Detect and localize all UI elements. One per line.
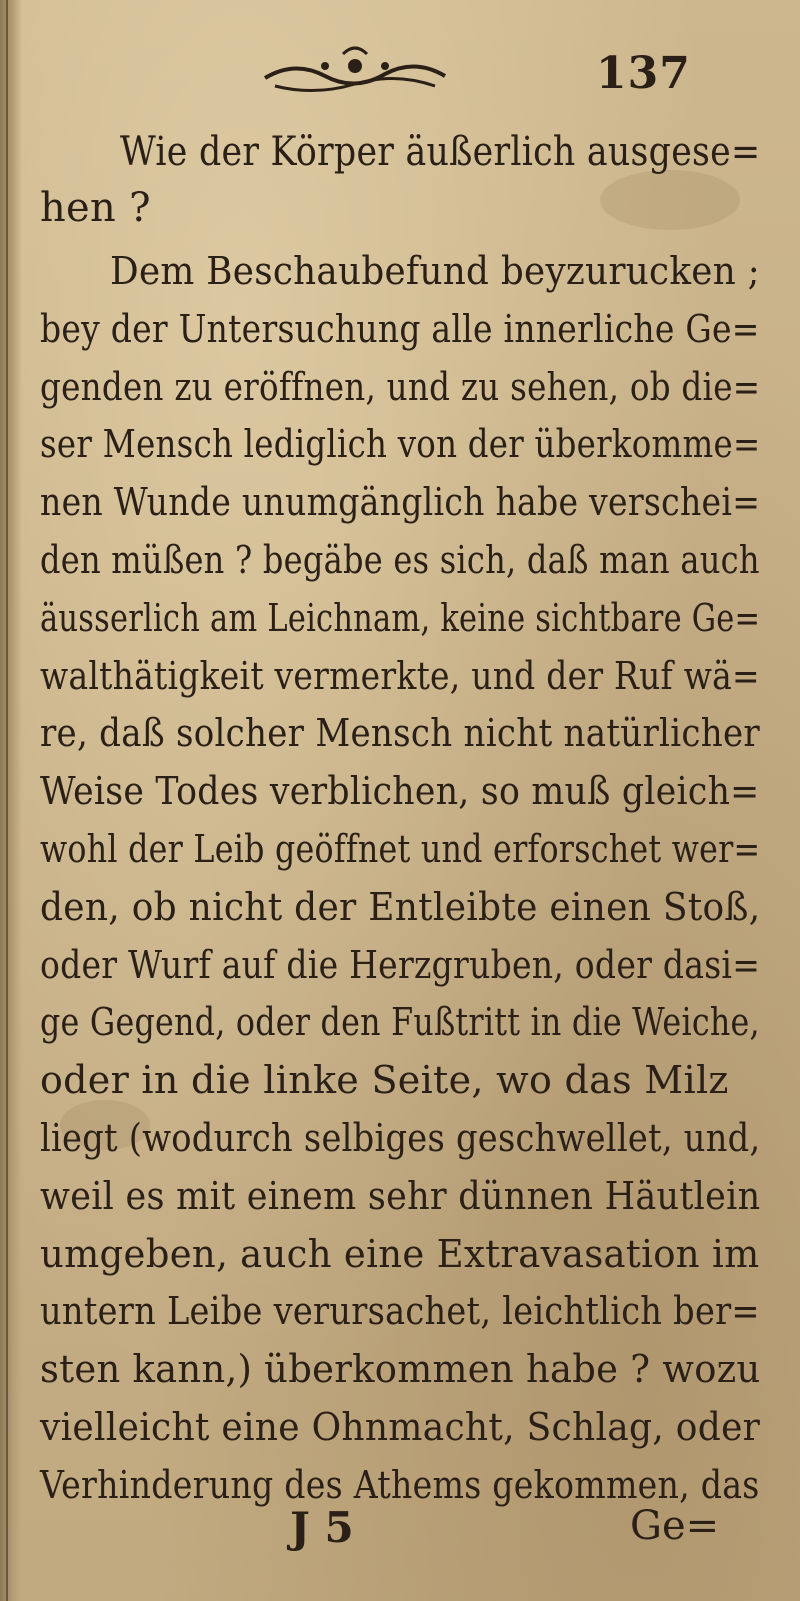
signature-mark: J 5 — [290, 1503, 354, 1552]
body-line: weil es mit einem sehr dünnen Häutlein — [40, 1173, 761, 1218]
body-line: bey der Untersuchung alle innerliche Ge= — [40, 306, 760, 351]
body-line: oder Wurf auf die Herzgruben, oder dasi= — [40, 942, 761, 987]
body-line: re, daß solcher Mensch nicht natürlicher — [40, 711, 760, 756]
heading-line-2: hen ? — [40, 185, 151, 231]
body-line: ge Gegend, oder den Fußtritt in die Weiche, — [40, 1000, 760, 1045]
body-line: ser Mensch lediglich von der überkomme= — [40, 422, 761, 467]
paper-stain — [600, 170, 740, 230]
body-line: den, ob nicht der Entleibte einen Stoß, — [40, 884, 761, 929]
body-line: vielleicht eine Ohnmacht, Schlag, oder — [40, 1405, 761, 1449]
margin-rule — [6, 0, 8, 1601]
body-line: Weise Todes verblichen, so muß gleich= — [40, 769, 760, 814]
body-line: den müßen ? begäbe es sich, daß man auch — [40, 538, 760, 582]
body-line: nen Wunde unumgänglich habe verschei= — [40, 480, 761, 525]
body-line: wohl der Leib geöffnet und erforschet wer= — [40, 827, 761, 871]
body-line: untern Leibe verursachet, leichtlich ber= — [40, 1289, 760, 1334]
body-line: oder in die linke Seite, wo das Milz — [40, 1058, 729, 1103]
heading-line-1: Wie der Körper äußerlich ausgese= — [120, 129, 761, 175]
body-line: sten kann,) überkommen habe ? wozu — [40, 1347, 761, 1392]
body-line: walthätigkeit vermerkte, und der Ruf wä= — [40, 653, 760, 698]
body-line: liegt (wodurch selbiges geschwellet, und, — [40, 1116, 761, 1160]
body-line: äusserlich am Leichnam, keine sichtbare Ge= — [40, 595, 761, 640]
page-number: 137 — [596, 48, 691, 99]
body-line: Verhinderung des Athems gekommen, das — [40, 1462, 760, 1507]
catchword: Ge= — [630, 1503, 720, 1549]
page-gutter — [0, 0, 22, 1601]
ornament-icon — [255, 40, 455, 100]
body-line: genden zu eröffnen, und zu sehen, ob die= — [40, 364, 761, 409]
body-line: umgeben, auch eine Extravasation im — [40, 1231, 760, 1276]
body-line: Dem Beschaubefund beyzurucken ; — [110, 249, 760, 293]
